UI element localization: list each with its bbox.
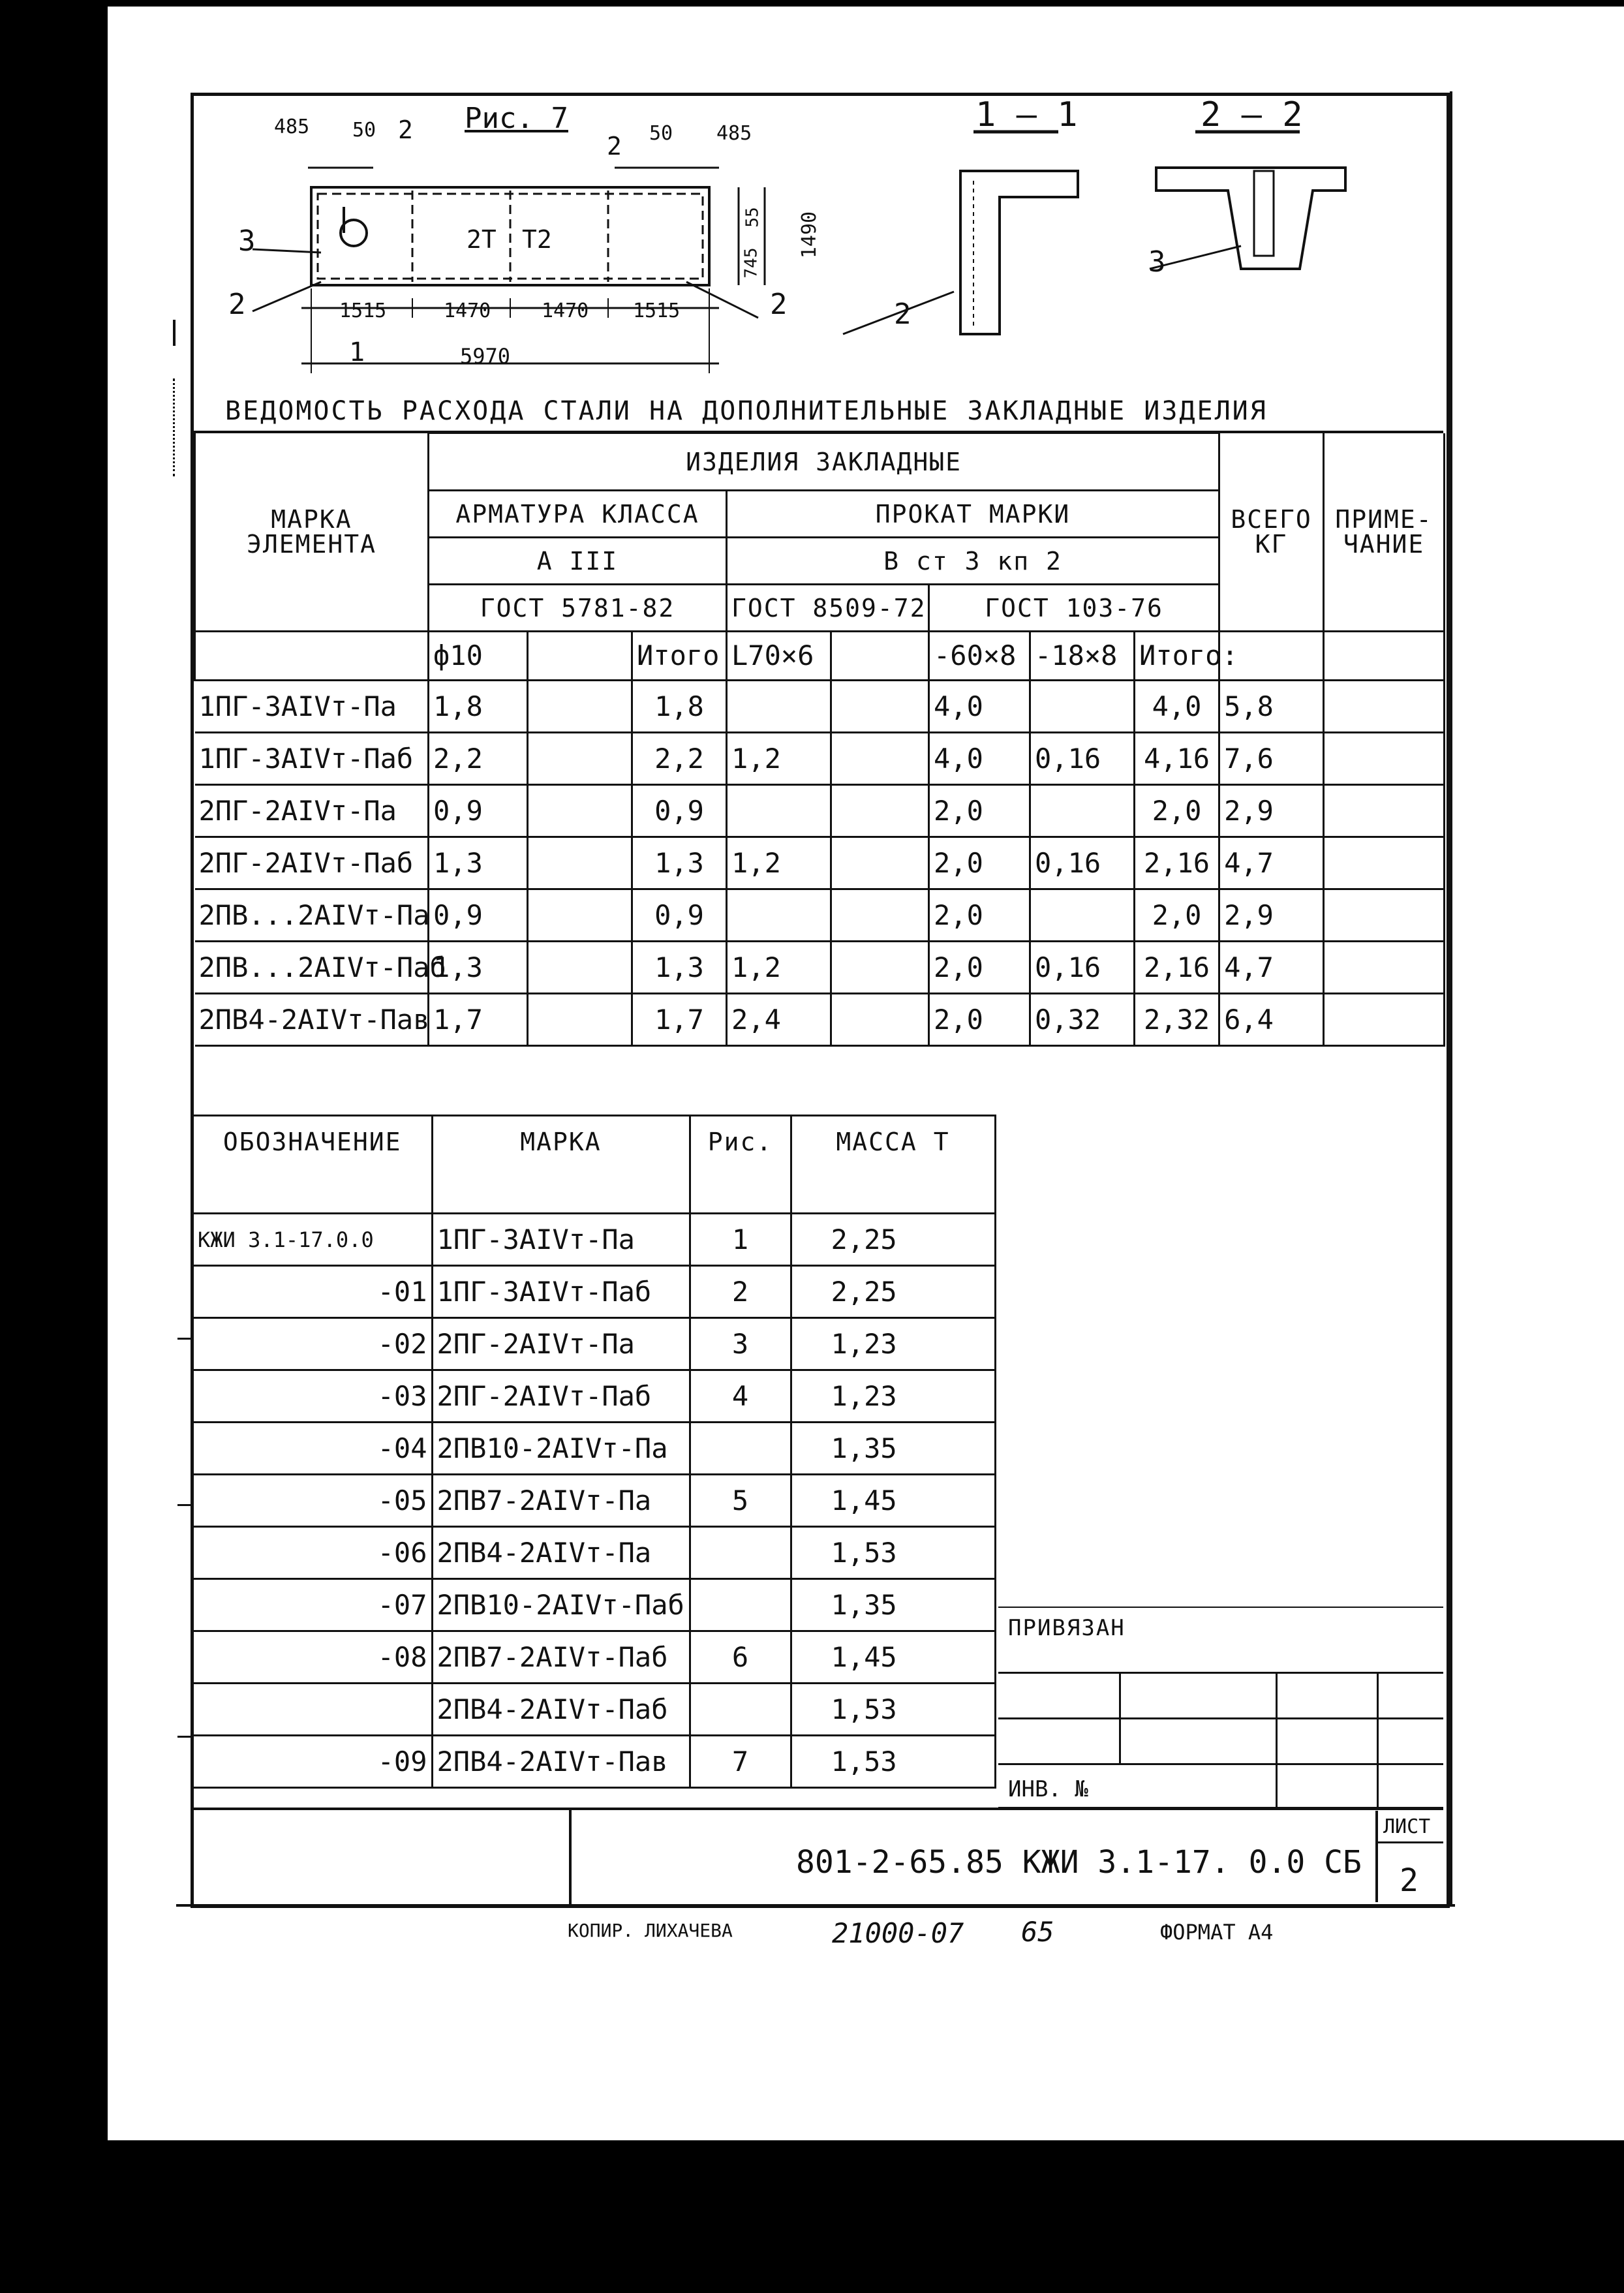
steel-cell-c4 xyxy=(727,785,831,837)
col-header-gost-8509: ГОСТ 8509-72 xyxy=(727,585,929,632)
steel-table-title: ВЕДОМОСТЬ РАСХОДА СТАЛИ НА ДОПОЛНИТЕЛЬНЫЕ ЗАКЛАДНЫЕ ИЗДЕЛИЯ xyxy=(225,396,1268,426)
callout-3: 3 xyxy=(238,224,256,258)
steel-cell-c4: 1,2 xyxy=(727,733,831,785)
spec-cell-mark: 2ПВ7-2АIVт-Па xyxy=(432,1475,690,1527)
steel-cell-c8: 4,0 xyxy=(1135,681,1219,733)
steel-cell-c1: 2,2 xyxy=(429,733,528,785)
steel-cell-tot: 5,8 xyxy=(1219,681,1324,733)
stamp-code: 801-2-65.85 КЖИ 3.1-17. 0.0 СБ xyxy=(796,1844,1362,1881)
steel-cell-mark: 2ПВ...2АIVт-Па xyxy=(195,889,429,942)
steel-cell-mark: 1ПГ-3АIVт-Паб xyxy=(195,733,429,785)
col-header-prokat-grade: В ст 3 кп 2 xyxy=(727,538,1219,585)
stamp-privyazan: ПРИВЯЗАН xyxy=(1008,1615,1126,1641)
spec-cell-oboz: -09 xyxy=(194,1736,432,1788)
footer-order: 21000-07 xyxy=(832,1917,964,1949)
spec-cell-mark: 1ПГ-3АIVт-Па xyxy=(432,1214,690,1266)
steel-cell-mark: 1ПГ-3АIVт-Па xyxy=(195,681,429,733)
spec-cell-mass: 1,35 xyxy=(791,1423,995,1475)
dim-745: 745 xyxy=(741,247,761,279)
spec-table xyxy=(194,1115,996,1789)
col-header-arm-gost: ГОСТ 5781-82 xyxy=(429,585,727,632)
subhead-note-blank xyxy=(1324,632,1445,681)
steel-table xyxy=(194,432,1445,1085)
steel-row xyxy=(195,942,1445,994)
spec-row xyxy=(194,1318,995,1370)
steel-cell-c3: 1,7 xyxy=(632,994,727,1046)
steel-cell-c7: 0,32 xyxy=(1030,994,1135,1046)
steel-cell-tot: 2,9 xyxy=(1219,785,1324,837)
steel-cell-mark: 2ПВ4-2АIVт-Пав xyxy=(195,994,429,1046)
steel-cell-c5 xyxy=(831,785,929,837)
spec-cell-mark: 2ПВ4-2АIVт-Па xyxy=(432,1527,690,1579)
label-2-left-top: 2 xyxy=(398,115,413,144)
spec-cell-mark: 2ПГ-2АIVт-Паб xyxy=(432,1370,690,1423)
subhead-18x8: -18×8 xyxy=(1030,632,1135,681)
steel-cell-note xyxy=(1324,994,1445,1046)
steel-cell-c6: 2,0 xyxy=(929,994,1030,1046)
label-t2: Т2 xyxy=(522,225,552,254)
scan-mark-left-5 xyxy=(177,1736,194,1738)
steel-cell-note xyxy=(1324,785,1445,837)
subhead-itogo-prokat: Итого: xyxy=(1135,632,1219,681)
steel-cell-c2 xyxy=(528,942,632,994)
steel-cell-c8: 2,0 xyxy=(1135,785,1219,837)
section-mark-1: 1 xyxy=(349,337,365,367)
spec-cell-fig: 6 xyxy=(690,1631,791,1684)
dim-1515-a: 1515 xyxy=(339,300,387,322)
spec-cell-fig xyxy=(690,1684,791,1736)
steel-cell-c3: 1,8 xyxy=(632,681,727,733)
scan-mark-left-1 xyxy=(173,320,176,346)
callout-2-lower-left: 2 xyxy=(228,288,246,321)
spec-cell-mark: 1ПГ-3АIVт-Паб xyxy=(432,1266,690,1318)
spec-cell-mass: 1,35 xyxy=(791,1579,995,1631)
steel-cell-c2 xyxy=(528,733,632,785)
col-header-items: ИЗДЕЛИЯ ЗАКЛАДНЫЕ xyxy=(429,433,1219,491)
spec-cell-oboz: -04 xyxy=(194,1423,432,1475)
steel-cell-tot: 2,9 xyxy=(1219,889,1324,942)
subhead-blank xyxy=(195,632,429,681)
spec-cell-mark: 2ПВ10-2АIVт-Паб xyxy=(432,1579,690,1631)
spec-row xyxy=(194,1579,995,1631)
spec-row xyxy=(194,1266,995,1318)
steel-cell-tot: 6,4 xyxy=(1219,994,1324,1046)
steel-cell-c8: 4,16 xyxy=(1135,733,1219,785)
spec-cell-oboz: -02 xyxy=(194,1318,432,1370)
col-header-mark: МАРКА ЭЛЕМЕНТА xyxy=(195,433,429,632)
spec-cell-mass: 1,23 xyxy=(791,1318,995,1370)
spec-cell-oboz: -06 xyxy=(194,1527,432,1579)
steel-cell-c7: 0,16 xyxy=(1030,837,1135,889)
spec-cell-mass: 1,45 xyxy=(791,1475,995,1527)
stamp-sheet-label: ЛИСТ xyxy=(1383,1815,1431,1838)
steel-cell-c4 xyxy=(727,889,831,942)
spec-cell-mass: 2,25 xyxy=(791,1214,995,1266)
steel-cell-c4 xyxy=(727,681,831,733)
steel-cell-c4: 1,2 xyxy=(727,942,831,994)
spec-cell-mark: 2ПВ7-2АIVт-Паб xyxy=(432,1631,690,1684)
col-header-note: ПРИМЕ-ЧАНИЕ xyxy=(1324,433,1445,632)
spec-cell-fig: 5 xyxy=(690,1475,791,1527)
spec-cell-mass: 1,23 xyxy=(791,1370,995,1423)
spec-cell-fig: 7 xyxy=(690,1736,791,1788)
dim-1490: 1490 xyxy=(798,211,821,259)
spec-cell-fig xyxy=(690,1579,791,1631)
spec-cell-mass: 1,53 xyxy=(791,1684,995,1736)
steel-cell-c8: 2,16 xyxy=(1135,942,1219,994)
subhead-blank3 xyxy=(831,632,929,681)
steel-cell-c3: 0,9 xyxy=(632,889,727,942)
spec-cell-mass: 1,53 xyxy=(791,1736,995,1788)
steel-cell-c8: 2,16 xyxy=(1135,837,1219,889)
spec-cell-mass: 2,25 xyxy=(791,1266,995,1318)
steel-row xyxy=(195,837,1445,889)
callout-2-lower-right: 2 xyxy=(770,288,788,321)
scan-mark-left-2 xyxy=(173,378,177,476)
steel-cell-tot: 4,7 xyxy=(1219,837,1324,889)
steel-cell-c5 xyxy=(831,994,929,1046)
col-header-mass: МАССА Т xyxy=(791,1116,995,1214)
spec-cell-oboz: -08 xyxy=(194,1631,432,1684)
stamp-privyazan-box xyxy=(998,1607,1443,1608)
steel-row xyxy=(195,785,1445,837)
spec-cell-mark: 2ПГ-2АIVт-Па xyxy=(432,1318,690,1370)
steel-cell-c3: 1,3 xyxy=(632,942,727,994)
spec-cell-mass: 1,45 xyxy=(791,1631,995,1684)
steel-cell-c2 xyxy=(528,837,632,889)
steel-table-bottom-spacer xyxy=(195,1046,1445,1085)
steel-cell-note xyxy=(1324,837,1445,889)
steel-cell-mark: 2ПВ...2АIVт-Паб xyxy=(195,942,429,994)
steel-cell-c7 xyxy=(1030,681,1135,733)
steel-cell-c7 xyxy=(1030,889,1135,942)
steel-cell-c3: 0,9 xyxy=(632,785,727,837)
spec-cell-mark: 2ПВ4-2АIVт-Паб xyxy=(432,1684,690,1736)
steel-cell-c2 xyxy=(528,681,632,733)
stamp-sheet-number: 2 xyxy=(1400,1862,1418,1899)
steel-cell-c1: 1,8 xyxy=(429,681,528,733)
spec-cell-mass: 1,53 xyxy=(791,1527,995,1579)
col-header-oboz: ОБОЗНАЧЕНИЕ xyxy=(194,1116,432,1214)
stamp-sheet-divider xyxy=(1375,1841,1443,1843)
scan-mark-left-4 xyxy=(177,1504,194,1506)
steel-cell-c2 xyxy=(528,994,632,1046)
subhead-blank2 xyxy=(528,632,632,681)
spec-cell-fig: 2 xyxy=(690,1266,791,1318)
footer-num: 65 xyxy=(1021,1916,1054,1948)
spec-cell-fig: 3 xyxy=(690,1318,791,1370)
spec-row xyxy=(194,1214,995,1266)
footer-format: ФОРМАТ А4 xyxy=(1160,1920,1274,1945)
spec-cell-oboz: -01 xyxy=(194,1266,432,1318)
spec-row xyxy=(194,1370,995,1423)
steel-cell-c8: 2,32 xyxy=(1135,994,1219,1046)
steel-cell-c1: 1,3 xyxy=(429,837,528,889)
dim-5970: 5970 xyxy=(460,344,511,369)
spec-cell-fig xyxy=(690,1423,791,1475)
subhead-d10: ф10 xyxy=(429,632,528,681)
subhead-60x8: -60×8 xyxy=(929,632,1030,681)
dim-1470-b: 1470 xyxy=(542,300,589,322)
steel-cell-c1: 1,3 xyxy=(429,942,528,994)
col-header-total: ВСЕГО КГ xyxy=(1219,433,1324,632)
steel-cell-note xyxy=(1324,681,1445,733)
steel-cell-mark: 2ПГ-2АIVт-Па xyxy=(195,785,429,837)
steel-row xyxy=(195,889,1445,942)
stamp-inv: ИНВ. № xyxy=(1008,1776,1088,1802)
dim-1470-a: 1470 xyxy=(444,300,491,322)
subhead-l70: L70×6 xyxy=(727,632,831,681)
section-2-title: 2 – 2 xyxy=(1201,95,1303,134)
steel-cell-c6: 2,0 xyxy=(929,889,1030,942)
steel-cell-c1: 0,9 xyxy=(429,889,528,942)
steel-cell-c4: 1,2 xyxy=(727,837,831,889)
steel-cell-c8: 2,0 xyxy=(1135,889,1219,942)
spec-row xyxy=(194,1736,995,1788)
col-header-arm: АРМАТУРА КЛАССА xyxy=(429,491,727,538)
spec-cell-oboz: -05 xyxy=(194,1475,432,1527)
frame-right-double-line xyxy=(1450,91,1452,1905)
col-header-gost-103: ГОСТ 103-76 xyxy=(929,585,1219,632)
spec-row xyxy=(194,1631,995,1684)
steel-cell-note xyxy=(1324,942,1445,994)
steel-cell-note xyxy=(1324,889,1445,942)
steel-cell-c5 xyxy=(831,733,929,785)
spec-cell-fig: 1 xyxy=(690,1214,791,1266)
steel-cell-c5 xyxy=(831,681,929,733)
subhead-itogo-arm: Итого xyxy=(632,632,727,681)
spec-row xyxy=(194,1475,995,1527)
spec-cell-oboz: -07 xyxy=(194,1579,432,1631)
steel-cell-c6: 2,0 xyxy=(929,942,1030,994)
steel-cell-c2 xyxy=(528,889,632,942)
section-1-callout: 2 xyxy=(894,298,912,331)
steel-cell-c7: 0,16 xyxy=(1030,733,1135,785)
frame-bottom-line xyxy=(176,1904,1455,1907)
steel-row xyxy=(195,994,1445,1046)
steel-cell-c1: 1,7 xyxy=(429,994,528,1046)
spec-cell-mark: 2ПВ10-2АIVт-Па xyxy=(432,1423,690,1475)
col-header-fig: Рис. xyxy=(690,1116,791,1214)
steel-cell-c6: 2,0 xyxy=(929,785,1030,837)
spec-cell-mark: 2ПВ4-2АIVт-Пав xyxy=(432,1736,690,1788)
steel-cell-tot: 4,7 xyxy=(1219,942,1324,994)
spec-cell-fig xyxy=(690,1527,791,1579)
steel-cell-c7 xyxy=(1030,785,1135,837)
section-2-callout: 3 xyxy=(1148,245,1166,279)
fig-label: Рис. 7 xyxy=(465,102,568,135)
steel-cell-c4: 2,4 xyxy=(727,994,831,1046)
steel-row xyxy=(195,733,1445,785)
scan-mark-left-3 xyxy=(177,1338,194,1340)
steel-cell-c5 xyxy=(831,942,929,994)
steel-cell-mark: 2ПГ-2АIVт-Паб xyxy=(195,837,429,889)
stamp-divider xyxy=(569,1808,572,1904)
steel-cell-c3: 1,3 xyxy=(632,837,727,889)
spec-row xyxy=(194,1527,995,1579)
label-2-right-top: 2 xyxy=(607,132,622,161)
spec-cell-oboz xyxy=(194,1684,432,1736)
spec-cell-fig: 4 xyxy=(690,1370,791,1423)
steel-cell-note xyxy=(1324,733,1445,785)
col-header-marka: МАРКА xyxy=(432,1116,690,1214)
col-header-arm-class: А III xyxy=(429,538,727,585)
steel-cell-c5 xyxy=(831,837,929,889)
spec-row xyxy=(194,1684,995,1736)
label-2t: 2Т xyxy=(467,225,497,254)
steel-cell-c6: 4,0 xyxy=(929,681,1030,733)
footer-copied: КОПИР. ЛИХАЧЕВА xyxy=(568,1920,733,1941)
steel-cell-c6: 4,0 xyxy=(929,733,1030,785)
steel-cell-c5 xyxy=(831,889,929,942)
spec-cell-oboz: КЖИ 3.1-17.0.0 xyxy=(194,1214,432,1266)
steel-cell-c1: 0,9 xyxy=(429,785,528,837)
stamp-bottom-row-line xyxy=(194,1808,1443,1810)
steel-cell-c2 xyxy=(528,785,632,837)
spec-row xyxy=(194,1423,995,1475)
dim-1515-b: 1515 xyxy=(633,300,681,322)
dim-50-right: 50 xyxy=(649,122,673,145)
col-header-prokat: ПРОКАТ МАРКИ xyxy=(727,491,1219,538)
dim-55: 55 xyxy=(743,207,763,228)
steel-cell-c6: 2,0 xyxy=(929,837,1030,889)
dim-50-left: 50 xyxy=(352,119,376,142)
spec-cell-oboz: -03 xyxy=(194,1370,432,1423)
steel-cell-c7: 0,16 xyxy=(1030,942,1135,994)
steel-cell-c3: 2,2 xyxy=(632,733,727,785)
steel-cell-tot: 7,6 xyxy=(1219,733,1324,785)
dim-485-right: 485 xyxy=(716,122,752,145)
steel-row xyxy=(195,681,1445,733)
section-1-title: 1 – 1 xyxy=(975,95,1078,134)
dim-485-left: 485 xyxy=(274,115,310,138)
